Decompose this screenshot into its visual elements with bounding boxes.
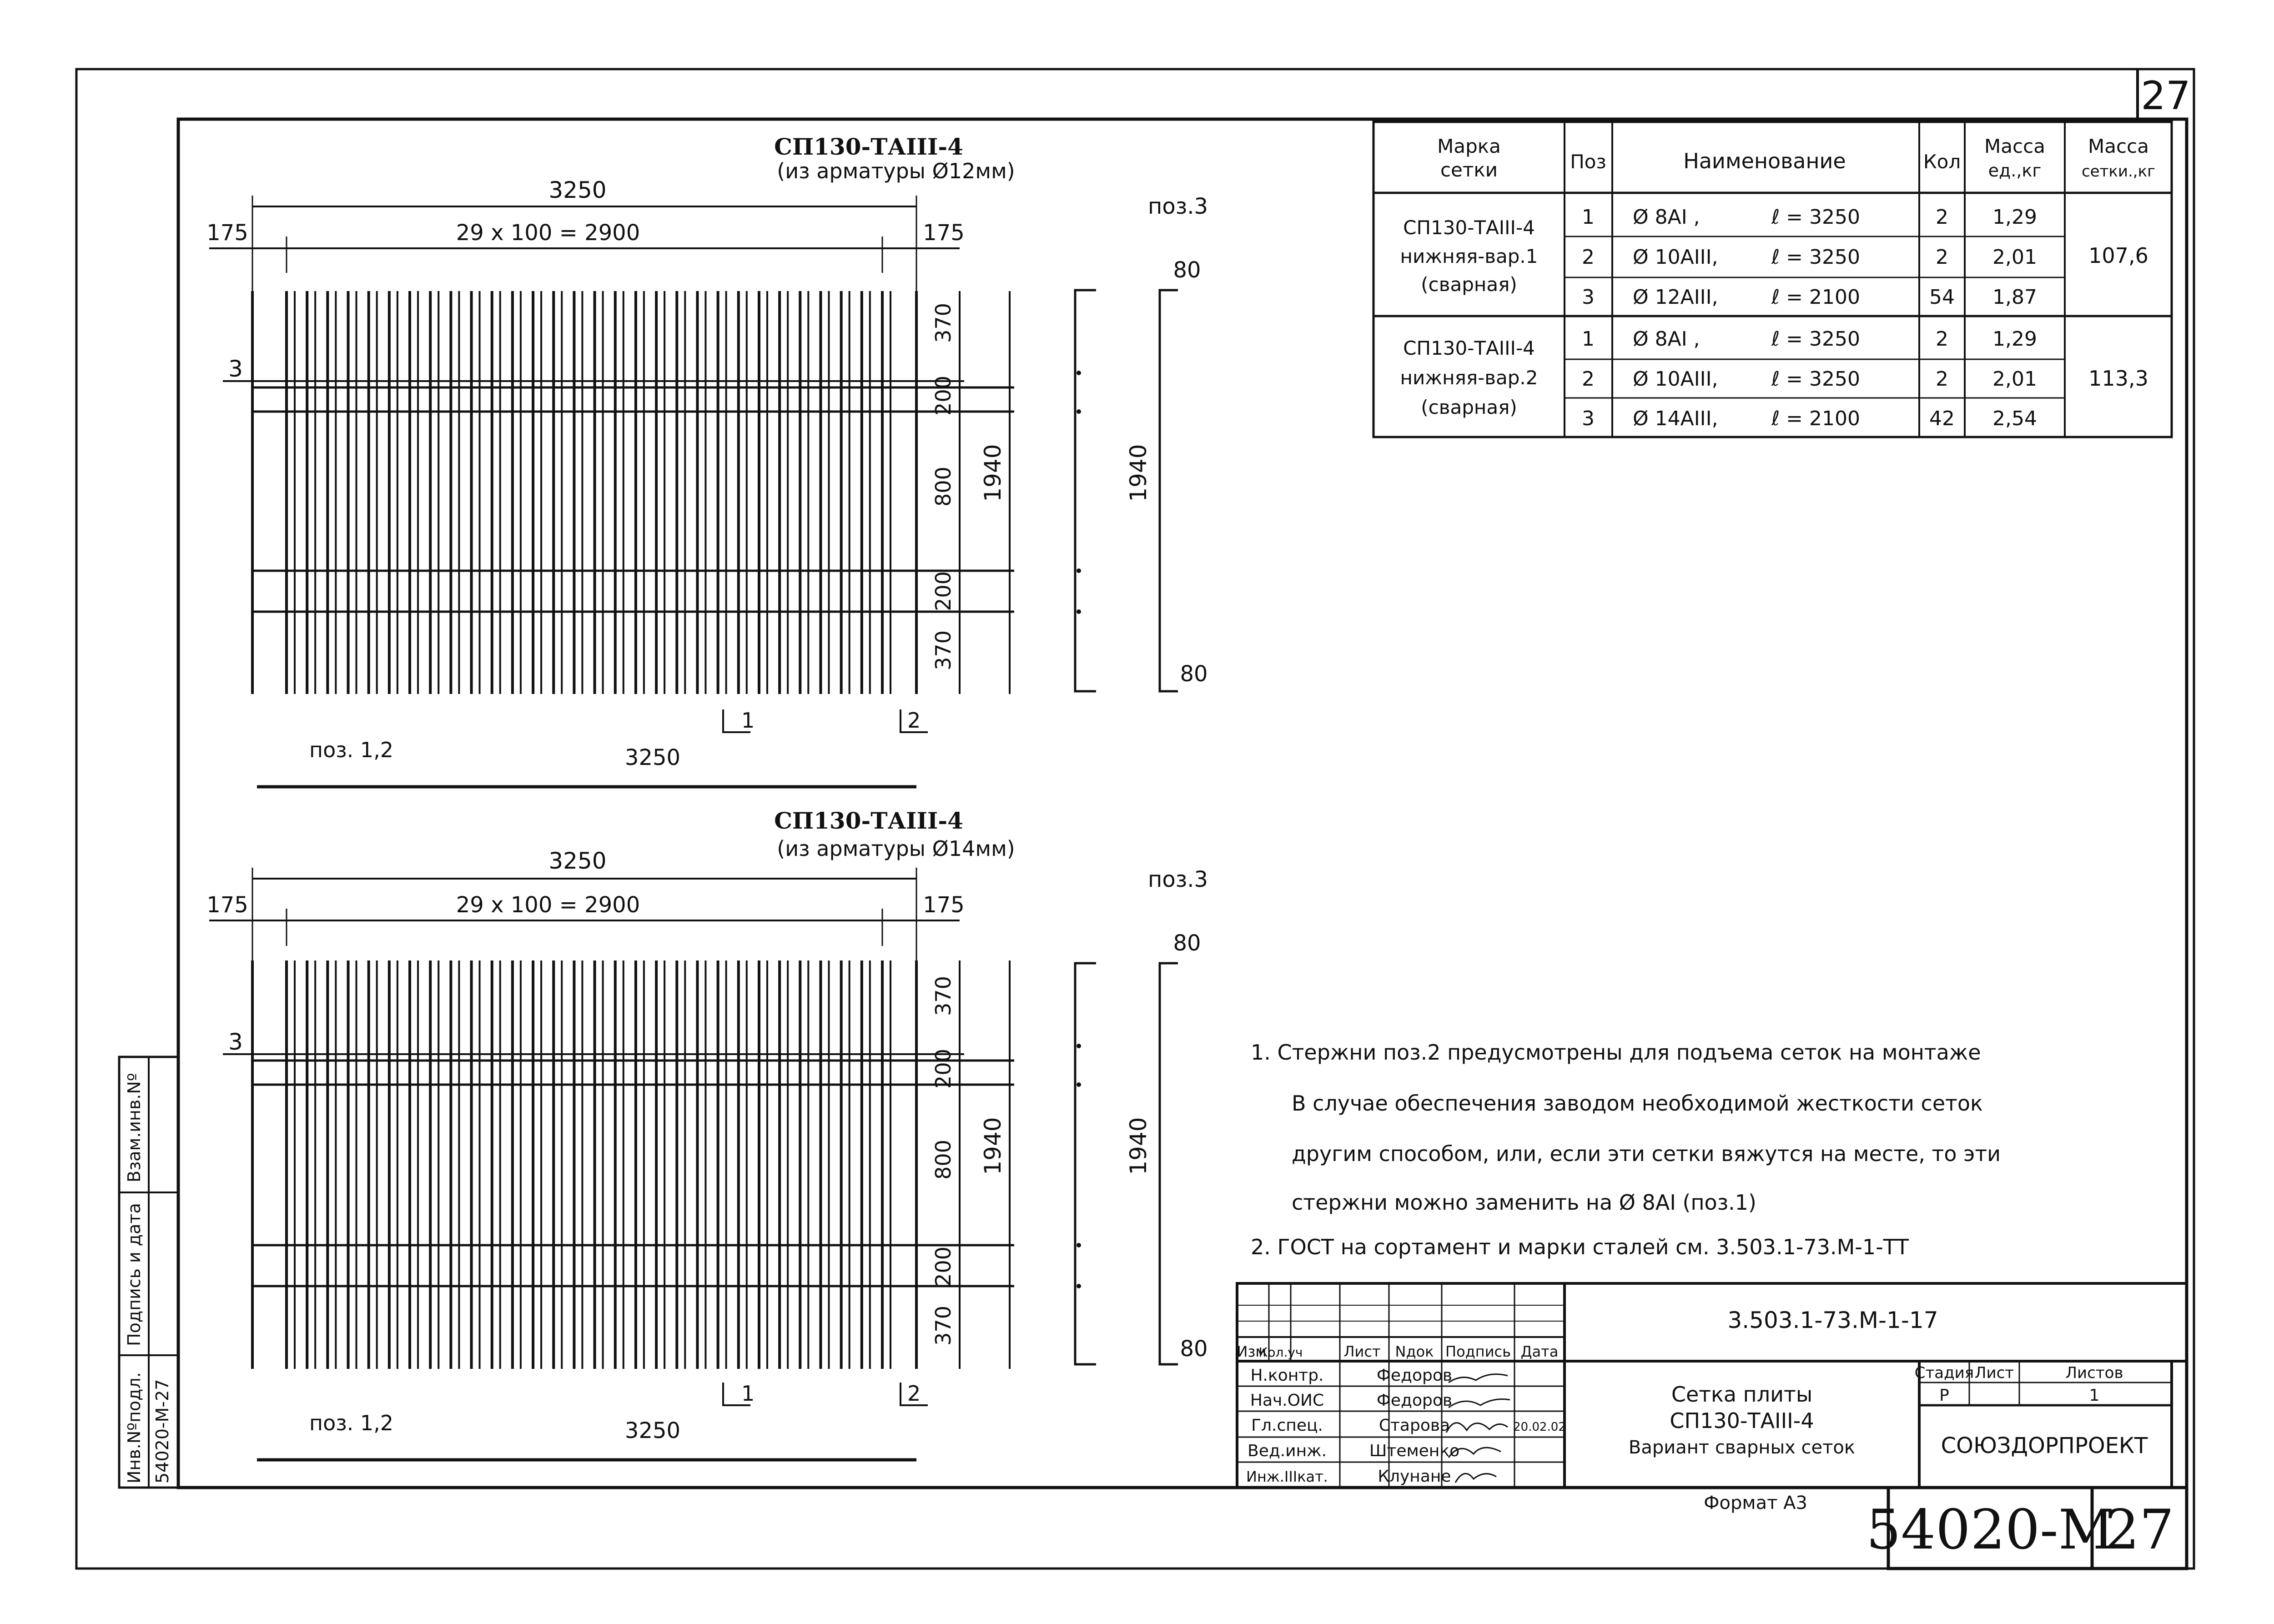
mesh-top-side-top: 80: [1173, 257, 1201, 283]
g1r3-qty: 54: [1929, 286, 1955, 309]
note-1-cont-2: другим способом, или, если эти сетки вяжутся на месте, то эти: [1292, 1141, 2001, 1166]
mesh-top-bars: [252, 291, 916, 694]
note-1-cont-3: стержни можно заменить на Ø 8AI (поз.1): [1292, 1190, 1756, 1215]
mesh-top-dim-total: 3250: [548, 177, 607, 203]
g1-mesh-mass: 107,6: [2088, 243, 2148, 268]
g2r3-qty: 42: [1929, 407, 1955, 430]
mesh-top-pos12-label: поз. 1,2: [309, 738, 394, 762]
mesh-top-vdim-2: 200: [931, 376, 956, 416]
tb-role-3: Гл.спец.: [1251, 1416, 1323, 1435]
mesh-bottom-callout-2: 2: [907, 1381, 921, 1406]
mesh-bottom-dim-left: 175: [206, 892, 248, 918]
tb-h-podpis: Подпись: [1445, 1343, 1511, 1360]
mesh-top-title: СП130-ТАIII-4: [774, 133, 963, 160]
signature-2: [1449, 1399, 1510, 1408]
tb-name-2: Федоров: [1376, 1391, 1453, 1410]
th-pos: Поз: [1570, 151, 1606, 173]
tb-listov-h: Листов: [2065, 1364, 2123, 1382]
tb-name-3: Старова: [1378, 1416, 1450, 1435]
signature-3: [1446, 1423, 1508, 1433]
tb-title-3: Вариант сварных сеток: [1628, 1437, 1856, 1458]
mesh-bottom-vdim-3: 800: [931, 1140, 956, 1180]
mesh-top-vdim-4: 200: [931, 571, 956, 611]
g2r1-unit-mass: 1,29: [1992, 327, 2037, 351]
g1r1-unit-mass: 1,29: [1992, 206, 2037, 229]
th-mesh-mass-1: Масса: [2088, 135, 2149, 157]
mesh-bottom-side-bottom: 80: [1180, 1336, 1208, 1362]
mesh-bottom-pos3-num: 3: [228, 1029, 243, 1055]
g1r1-qty: 2: [1936, 206, 1948, 229]
tb-h-koluch: Кол.уч: [1258, 1345, 1303, 1360]
th-qty: Кол: [1923, 151, 1961, 173]
mesh-bottom-dim-total: 3250: [548, 848, 607, 874]
mesh-drawing-top: [206, 133, 1208, 787]
mesh-bottom-dim-bottom: 3250: [624, 1418, 681, 1443]
g2r2-unit-mass: 2,01: [1992, 367, 2037, 391]
th-name: Наименование: [1683, 149, 1846, 173]
g1r1-name: Ø 8AI ,: [1633, 206, 1700, 229]
signature-5: [1455, 1473, 1496, 1483]
mesh-bottom-side-total: 1940: [1125, 1117, 1152, 1175]
title-block: [1237, 1283, 2187, 1488]
th-mark-1: Марка: [1437, 135, 1501, 157]
mesh-bottom-bars: [252, 960, 916, 1369]
tb-listov-v: 1: [2089, 1386, 2100, 1405]
mesh-drawing-bottom: [206, 807, 1208, 1460]
sheet-number-top: 27: [2141, 73, 2191, 119]
tb-stage-v: Р: [1939, 1386, 1949, 1405]
g2r1-length: ℓ = 3250: [1771, 327, 1860, 351]
g2r2-name: Ø 10AIII,: [1633, 367, 1718, 391]
g2r2-qty: 2: [1936, 367, 1948, 391]
mesh-top-vdim-total: 1940: [980, 444, 1006, 502]
g2r1-qty: 2: [1936, 327, 1948, 351]
g1r1-pos: 1: [1582, 206, 1595, 229]
sheet-number-bottom: 27: [2104, 1498, 2174, 1562]
tb-h-izm: Изм: [1237, 1343, 1267, 1360]
sign-date-label: Подпись и дата: [124, 1203, 144, 1346]
vzam-label: Взам.инв.Nº: [124, 1073, 144, 1182]
mesh-bottom-subtitle: (из арматуры Ø14мм): [777, 836, 1015, 861]
th-unit-mass-2: ед.,кг: [1988, 161, 2042, 181]
mesh-bottom-pos3-label: поз.3: [1147, 867, 1208, 892]
mesh-top-vdim-3: 800: [931, 467, 956, 507]
mesh-bottom-vdim-2: 200: [931, 1049, 956, 1089]
note-1-cont-1: В случае обеспечения заводом необходимой жесткости сеток: [1292, 1091, 1983, 1116]
th-mesh-mass-2: сетки.,кг: [2081, 162, 2156, 181]
g1r2-length: ℓ = 3250: [1771, 246, 1860, 269]
spec-table: [1373, 122, 2172, 437]
g2-mark-1: СП130-ТАIII-4: [1403, 337, 1535, 359]
side-strip: [119, 1057, 178, 1488]
g2r3-name: Ø 14AIII,: [1633, 407, 1718, 430]
tb-role-2: Нач.ОИС: [1250, 1391, 1324, 1410]
mesh-bottom-callout-1: 1: [741, 1381, 755, 1406]
g1r3-pos: 3: [1582, 286, 1595, 309]
tb-role-4: Вед.инж.: [1248, 1442, 1327, 1460]
tb-name-5: Клунане: [1378, 1467, 1451, 1486]
mesh-top-side-total: 1940: [1125, 444, 1152, 502]
th-unit-mass-1: Масса: [1984, 135, 2045, 157]
g1r3-length: ℓ = 2100: [1771, 286, 1860, 309]
g1r1-length: ℓ = 3250: [1771, 206, 1860, 229]
tb-h-data: Дата: [1520, 1343, 1559, 1360]
tb-list-h: Лист: [1974, 1364, 2014, 1382]
tb-organization: СОЮЗДОРПРОЕКТ: [1941, 1433, 2148, 1458]
tb-h-ndok: Nдок: [1395, 1343, 1434, 1360]
mesh-bottom-vdim-5: 370: [931, 1306, 956, 1346]
tb-role-1: Н.контр.: [1250, 1366, 1324, 1385]
mesh-top-dim-right: 175: [923, 220, 965, 246]
g1-mark-2: нижняя-вар.1: [1400, 245, 1538, 267]
note-2: 2. ГОСТ на сортамент и марки сталей см. 3.503.1-73.М-1-ТТ: [1251, 1235, 1909, 1259]
tb-date-3: 20.02.02: [1513, 1420, 1566, 1434]
mesh-top-side-bottom: 80: [1180, 661, 1208, 687]
note-1: 1. Стержни поз.2 предусмотрены для подъема сеток на монтаже: [1251, 1040, 1981, 1065]
tb-name-4: Штеменко: [1369, 1442, 1460, 1460]
inv-label: Инв.Nºподл.: [124, 1372, 144, 1483]
mesh-top-subtitle: (из арматуры Ø12мм): [777, 159, 1015, 183]
g1r2-name: Ø 10AIII,: [1633, 246, 1718, 269]
g2-mark-2: нижняя-вар.2: [1400, 367, 1538, 389]
inv-value: 54020-М-27: [152, 1379, 172, 1483]
th-mark-2: сетки: [1440, 159, 1498, 181]
mesh-bottom-dim-middle: 29 x 100 = 2900: [456, 892, 640, 918]
mesh-top-vdim-1: 370: [931, 303, 956, 343]
g2-mark-3: (сварная): [1421, 396, 1517, 418]
outer-frame: [76, 69, 2194, 1569]
mesh-bottom-vdim-4: 200: [931, 1247, 956, 1287]
g2r2-length: ℓ = 3250: [1771, 367, 1860, 391]
mesh-bottom-side-top: 80: [1173, 930, 1201, 956]
mesh-top-dim-bottom: 3250: [624, 745, 681, 770]
g1-mark-1: СП130-ТАIII-4: [1403, 216, 1535, 239]
g2r3-length: ℓ = 2100: [1771, 407, 1860, 430]
tb-title-2: СП130-ТАIII-4: [1670, 1408, 1814, 1433]
g1r3-name: Ø 12AIII,: [1633, 286, 1718, 309]
tb-designation: 3.503.1-73.М-1-17: [1727, 1307, 1938, 1333]
mesh-bottom-dim-right: 175: [923, 892, 965, 918]
mesh-bottom-title: СП130-ТАIII-4: [774, 807, 963, 834]
mesh-top-dim-left: 175: [206, 220, 248, 246]
tb-role-5: Инж.IIIкат.: [1246, 1468, 1328, 1485]
g1r3-unit-mass: 1,87: [1992, 286, 2037, 309]
tb-h-list: Лист: [1343, 1343, 1381, 1360]
mesh-top-pos3-num: 3: [228, 356, 243, 382]
g1-mark-3: (сварная): [1421, 273, 1517, 296]
mesh-top-vdim-5: 370: [931, 630, 956, 670]
mesh-bottom-pos12-label: поз. 1,2: [309, 1411, 394, 1435]
tb-stage-h: Стадия: [1914, 1364, 1974, 1382]
mesh-top-callout-1: 1: [741, 708, 755, 733]
g1r2-pos: 2: [1582, 246, 1595, 269]
g1r2-unit-mass: 2,01: [1992, 246, 2037, 269]
g2r3-unit-mass: 2,54: [1992, 407, 2037, 430]
notes: [1251, 1040, 2001, 1259]
mesh-top-callout-2: 2: [907, 708, 921, 733]
g2-mesh-mass: 113,3: [2088, 366, 2148, 391]
g2r1-name: Ø 8AI ,: [1633, 327, 1700, 351]
mesh-top-dim-middle: 29 x 100 = 2900: [456, 220, 640, 246]
doc-code: 54020-М: [1866, 1498, 2114, 1562]
mesh-top-pos3-label: поз.3: [1147, 194, 1208, 219]
g2r1-pos: 1: [1582, 327, 1595, 351]
tb-title-1: Сетка плиты: [1671, 1382, 1813, 1407]
format-label: Формат А3: [1704, 1493, 1807, 1513]
tb-name-1: Федоров: [1376, 1366, 1453, 1385]
mesh-bottom-vdim-1: 370: [931, 976, 956, 1016]
g2r2-pos: 2: [1582, 367, 1595, 391]
mesh-bottom-vdim-total: 1940: [980, 1117, 1006, 1175]
g1r2-qty: 2: [1936, 246, 1948, 269]
signature-1: [1449, 1374, 1508, 1383]
g2r3-pos: 3: [1582, 407, 1595, 430]
